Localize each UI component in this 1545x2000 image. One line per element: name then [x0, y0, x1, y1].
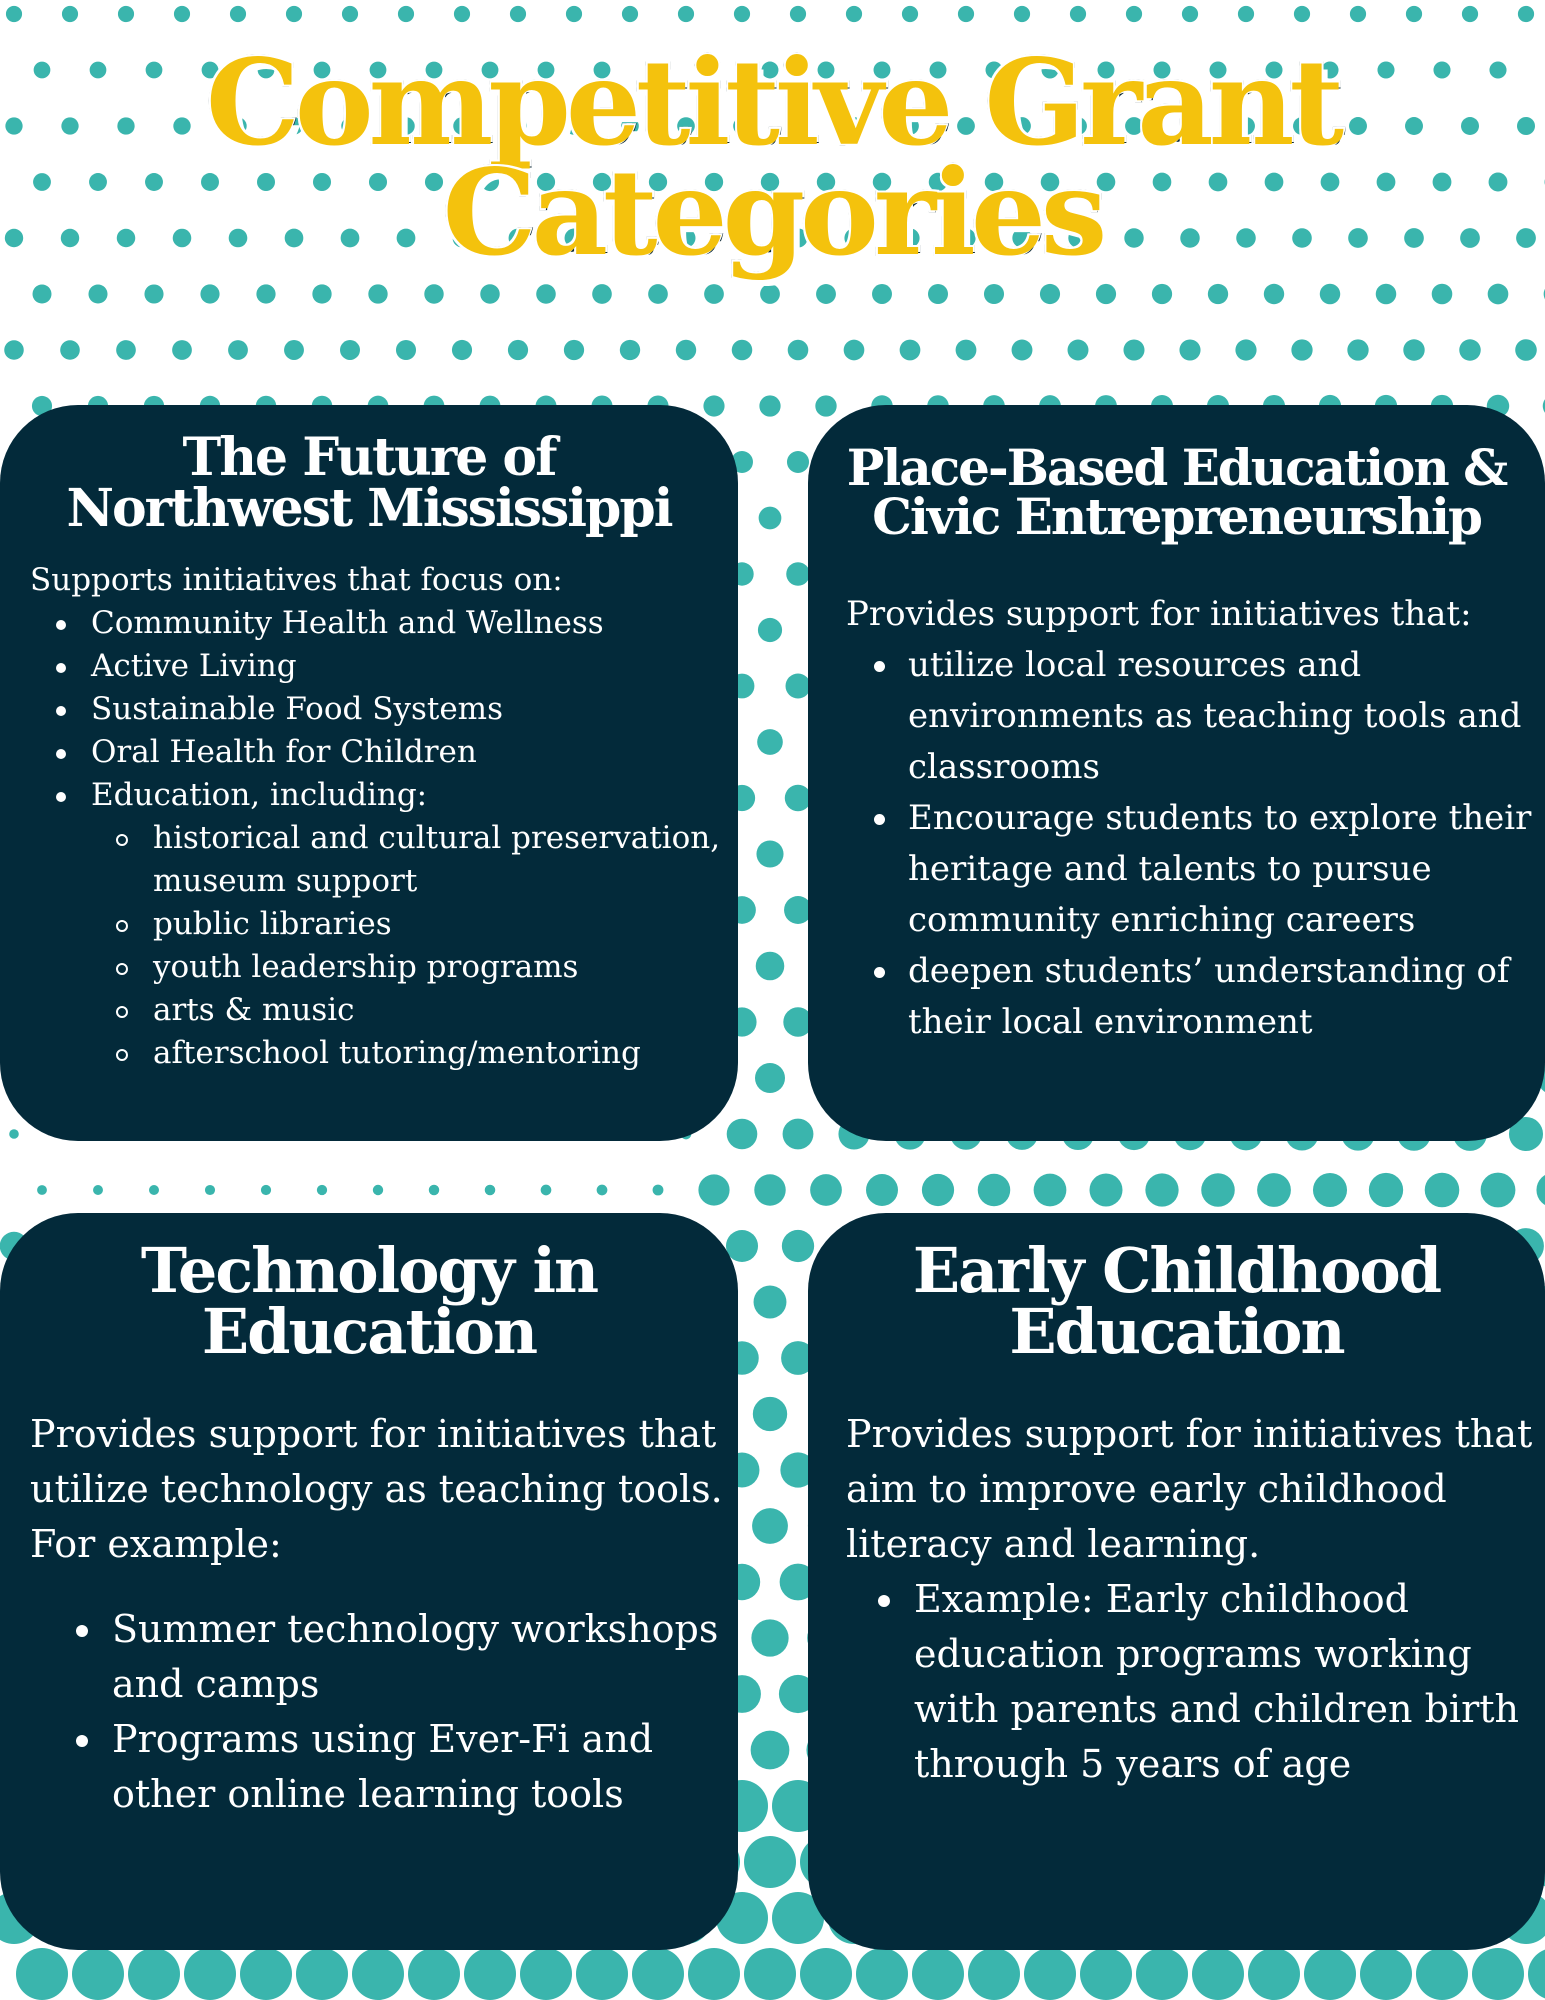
card-heading-line-1: The Future of — [182, 427, 556, 488]
halftone-dot — [620, 340, 640, 360]
card-heading-line-2: Education — [201, 1294, 537, 1368]
halftone-dot — [1145, 1173, 1178, 1206]
halftone-dot — [1068, 340, 1089, 361]
halftone-dot — [759, 395, 780, 416]
halftone-dot — [1235, 339, 1256, 360]
sub-list-item: historical and cultural preservation, museum support — [30, 817, 728, 903]
halftone-dot — [1350, 6, 1366, 22]
halftone-dot — [727, 1119, 758, 1150]
halftone-dot — [856, 1948, 908, 2000]
halftone-dot — [240, 1948, 292, 2000]
halftone-dot — [1360, 1948, 1412, 2000]
card-intro: Supports initiatives that focus on: — [30, 561, 563, 598]
halftone-dot — [744, 1836, 796, 1888]
halftone-dot — [566, 6, 582, 22]
halftone-dot — [88, 284, 107, 303]
halftone-dot — [4, 340, 24, 360]
halftone-dot — [37, 1185, 47, 1195]
list-item: Programs using Ever-Fi and other online learning tools — [30, 1712, 728, 1822]
halftone-dot — [485, 1185, 496, 1196]
halftone-dot — [760, 284, 780, 304]
halftone-dot — [1136, 1948, 1188, 2000]
list-item: deepen students’ understanding of their local environment — [846, 946, 1535, 1048]
halftone-dot — [912, 1948, 964, 2000]
card-technology-in-education — [0, 1213, 738, 1950]
halftone-dot — [753, 1397, 787, 1431]
halftone-dot — [756, 952, 785, 981]
halftone-dot — [1248, 1948, 1300, 2000]
halftone-dot — [900, 340, 921, 361]
halftone-dot — [734, 6, 750, 22]
halftone-dot — [373, 1185, 383, 1195]
halftone-dot — [1488, 284, 1509, 305]
halftone-dot — [508, 340, 528, 360]
halftone-dot — [756, 840, 783, 867]
halftone-dot — [1238, 6, 1254, 22]
card-place-based-education — [808, 405, 1545, 1141]
halftone-dot — [452, 340, 472, 360]
card-heading — [818, 438, 1535, 546]
halftone-dot — [704, 284, 724, 304]
halftone-dot — [958, 6, 974, 22]
halftone-dot — [744, 1948, 796, 2000]
halftone-dot — [758, 618, 782, 642]
halftone-dot — [149, 1185, 159, 1195]
page-title-line-2: Categories — [442, 142, 1103, 282]
list-item: Active Living — [30, 645, 728, 688]
halftone-dot — [984, 284, 1004, 304]
halftone-dot — [520, 1948, 572, 2000]
halftone-dot — [688, 1948, 740, 2000]
bullet-list — [846, 640, 1535, 1048]
card-heading — [10, 427, 728, 539]
halftone-dot — [72, 1948, 124, 2000]
halftone-dot — [754, 1174, 785, 1205]
halftone-dot — [872, 284, 892, 304]
halftone-dot — [978, 1174, 1010, 1206]
halftone-dot — [1369, 1173, 1403, 1207]
halftone-dot — [230, 6, 246, 22]
halftone-dot — [751, 1619, 788, 1656]
halftone-dot — [1459, 339, 1480, 360]
halftone-dot — [1291, 339, 1312, 360]
halftone-dot — [752, 1508, 788, 1544]
card-heading-line-2: Northwest Mississippi — [66, 477, 672, 539]
halftone-dot — [352, 1948, 404, 2000]
halftone-dot — [782, 1230, 814, 1262]
halftone-dot — [678, 6, 694, 22]
halftone-dot — [810, 1174, 842, 1206]
halftone-dot — [759, 507, 782, 530]
halftone-dot — [93, 1185, 103, 1195]
halftone-dot — [1536, 1172, 1545, 1207]
card-future-of-northwest-mississippi — [0, 405, 738, 1141]
halftone-dot — [184, 1948, 236, 2000]
halftone-dot — [1313, 1173, 1347, 1207]
halftone-dot — [786, 562, 810, 586]
halftone-dot — [286, 6, 302, 22]
halftone-dot — [1403, 339, 1424, 360]
sub-list-item: public libraries — [30, 903, 728, 946]
halftone-dot — [676, 340, 696, 360]
halftone-dot — [172, 340, 192, 360]
card-heading-line-1: Early Childhood — [912, 1234, 1441, 1307]
halftone-dot — [408, 1948, 460, 2000]
list-item: Oral Health for Children — [30, 731, 728, 774]
page-title — [0, 33, 1545, 282]
halftone-dot — [1304, 1948, 1356, 2000]
halftone-dot — [284, 340, 304, 360]
halftone-dot — [703, 395, 724, 416]
sub-list-item: youth leadership programs — [30, 946, 728, 989]
list-item: Sustainable Food Systems — [30, 688, 728, 731]
halftone-dot — [1089, 1173, 1122, 1206]
halftone-dot — [60, 340, 80, 360]
halftone-dot — [866, 1174, 898, 1206]
halftone-dot — [1040, 284, 1060, 304]
halftone-dot — [16, 1948, 68, 2000]
card-intro: Provides support for initiatives that utilize technology as teaching tools. For example: — [30, 1411, 723, 1566]
halftone-dot — [1376, 284, 1397, 305]
halftone-dot — [1481, 1173, 1516, 1208]
halftone-dot — [1462, 6, 1478, 22]
halftone-dot — [342, 6, 358, 22]
halftone-dot — [368, 284, 387, 303]
bullet-list — [30, 602, 728, 817]
halftone-dot — [1320, 284, 1340, 304]
halftone-dot — [751, 1731, 790, 1770]
halftone-dot — [786, 674, 811, 699]
halftone-dot — [1472, 1948, 1524, 2000]
halftone-dot — [1432, 284, 1453, 305]
card-heading — [818, 1234, 1535, 1368]
halftone-dot — [732, 340, 753, 361]
halftone-dot — [464, 1948, 516, 2000]
halftone-dot — [790, 6, 806, 22]
halftone-dot — [205, 1185, 215, 1195]
halftone-dot — [592, 284, 612, 304]
halftone-dot — [1294, 6, 1310, 22]
halftone-dot — [480, 284, 499, 303]
halftone-dot — [9, 1129, 19, 1139]
halftone-dot — [653, 1185, 664, 1196]
halftone-dot — [783, 1119, 814, 1150]
list-item: Example: Early childhood education programs working with parents and children birth through 5 years of age — [846, 1572, 1535, 1792]
sub-list-item: afterschool tutoring/mentoring — [30, 1032, 728, 1075]
halftone-dot — [1201, 1173, 1235, 1207]
halftone-dot — [1515, 339, 1537, 361]
halftone-dot — [317, 1185, 327, 1195]
halftone-dot — [902, 6, 918, 22]
halftone-dot — [424, 284, 443, 303]
halftone-dot — [33, 285, 52, 304]
halftone-dot — [6, 6, 22, 22]
halftone-dot — [1182, 6, 1198, 22]
halftone-dot — [116, 340, 136, 360]
halftone-dot — [1012, 340, 1033, 361]
halftone-dot — [816, 284, 836, 304]
halftone-dot — [632, 1948, 684, 2000]
halftone-dot — [1406, 6, 1422, 22]
halftone-dot — [398, 6, 414, 22]
halftone-dot — [510, 6, 526, 22]
halftone-dot — [648, 284, 668, 304]
halftone-dot — [144, 284, 163, 303]
halftone-dot — [1080, 1948, 1132, 2000]
halftone-dot — [536, 284, 556, 304]
halftone-dot — [1192, 1948, 1244, 2000]
halftone-dot — [1070, 6, 1086, 22]
sub-list-item: arts & music — [30, 989, 728, 1032]
halftone-dot — [261, 1185, 271, 1195]
halftone-dot — [1126, 6, 1142, 22]
halftone-dot — [1425, 1173, 1460, 1208]
list-item: Encourage students to explore their heritage and talents to pursue community enriching careers — [846, 793, 1535, 946]
halftone-dot — [928, 284, 948, 304]
halftone-dot — [340, 340, 360, 360]
card-heading-line-2: Education — [1009, 1294, 1344, 1368]
halftone-dot — [1528, 1948, 1545, 2000]
page-title-line-1: Competitive Grant — [205, 33, 1340, 172]
halftone-dot — [622, 6, 638, 22]
halftone-dot — [1014, 6, 1030, 22]
halftone-dot — [755, 1063, 785, 1093]
card-heading — [10, 1234, 728, 1368]
halftone-dot — [396, 340, 416, 360]
halftone-dot — [597, 1185, 608, 1196]
bullet-list — [846, 1572, 1535, 1792]
halftone-dot — [846, 6, 862, 22]
halftone-dot — [754, 1286, 787, 1319]
halftone-dot — [1416, 1948, 1468, 2000]
card-intro: Provides support for initiatives that: — [846, 594, 1472, 634]
halftone-dot — [1034, 1174, 1067, 1207]
sub-bullet-list — [30, 817, 728, 1075]
halftone-dot — [1264, 284, 1284, 304]
halftone-dot — [256, 284, 275, 303]
bullet-list — [30, 1602, 728, 1822]
halftone-dot — [1347, 339, 1368, 360]
halftone-dot — [1257, 1173, 1291, 1207]
halftone-dot — [815, 395, 836, 416]
halftone-dot — [62, 6, 78, 22]
halftone-dot — [1518, 6, 1534, 22]
halftone-dot — [174, 6, 190, 22]
halftone-dot — [922, 1174, 954, 1206]
halftone-dot — [968, 1948, 1020, 2000]
halftone-dot — [1096, 284, 1116, 304]
halftone-dot — [726, 1230, 758, 1262]
halftone-dot — [576, 1948, 628, 2000]
halftone-dot — [1123, 339, 1144, 360]
halftone-dot — [1024, 1948, 1076, 2000]
halftone-dot — [429, 1185, 439, 1195]
halftone-dot — [228, 340, 248, 360]
halftone-dot — [128, 1948, 180, 2000]
halftone-dot — [1179, 339, 1200, 360]
card-heading-line-2: Civic Entrepreneurship — [872, 487, 1481, 546]
halftone-dot — [788, 340, 809, 361]
halftone-dot — [312, 284, 331, 303]
halftone-dot — [118, 6, 134, 22]
halftone-dot — [564, 340, 584, 360]
halftone-dot — [844, 340, 865, 361]
list-item: Summer technology workshops and camps — [30, 1602, 728, 1712]
card-intro: Provides support for initiatives that aim to improve early childhood literacy and learning. — [846, 1411, 1533, 1566]
halftone-dot — [1152, 284, 1172, 304]
card-heading-line-1: Place-Based Education & — [846, 438, 1507, 497]
halftone-dot — [956, 340, 977, 361]
halftone-dot — [800, 1948, 852, 2000]
halftone-dot — [296, 1948, 348, 2000]
list-item: Education, including: — [30, 774, 728, 817]
halftone-dot — [541, 1185, 552, 1196]
card-heading-line-1: Technology in — [140, 1234, 598, 1307]
card-early-childhood-education — [808, 1213, 1545, 1950]
list-item: Community Health and Wellness — [30, 602, 728, 645]
list-item: utilize local resources and environments as teaching tools and classrooms — [846, 640, 1535, 793]
halftone-dot — [757, 729, 783, 755]
halftone-dot — [454, 6, 470, 22]
halftone-dot — [787, 451, 809, 473]
halftone-dot — [1208, 284, 1228, 304]
halftone-dot — [698, 1174, 729, 1205]
halftone-dot — [200, 284, 219, 303]
